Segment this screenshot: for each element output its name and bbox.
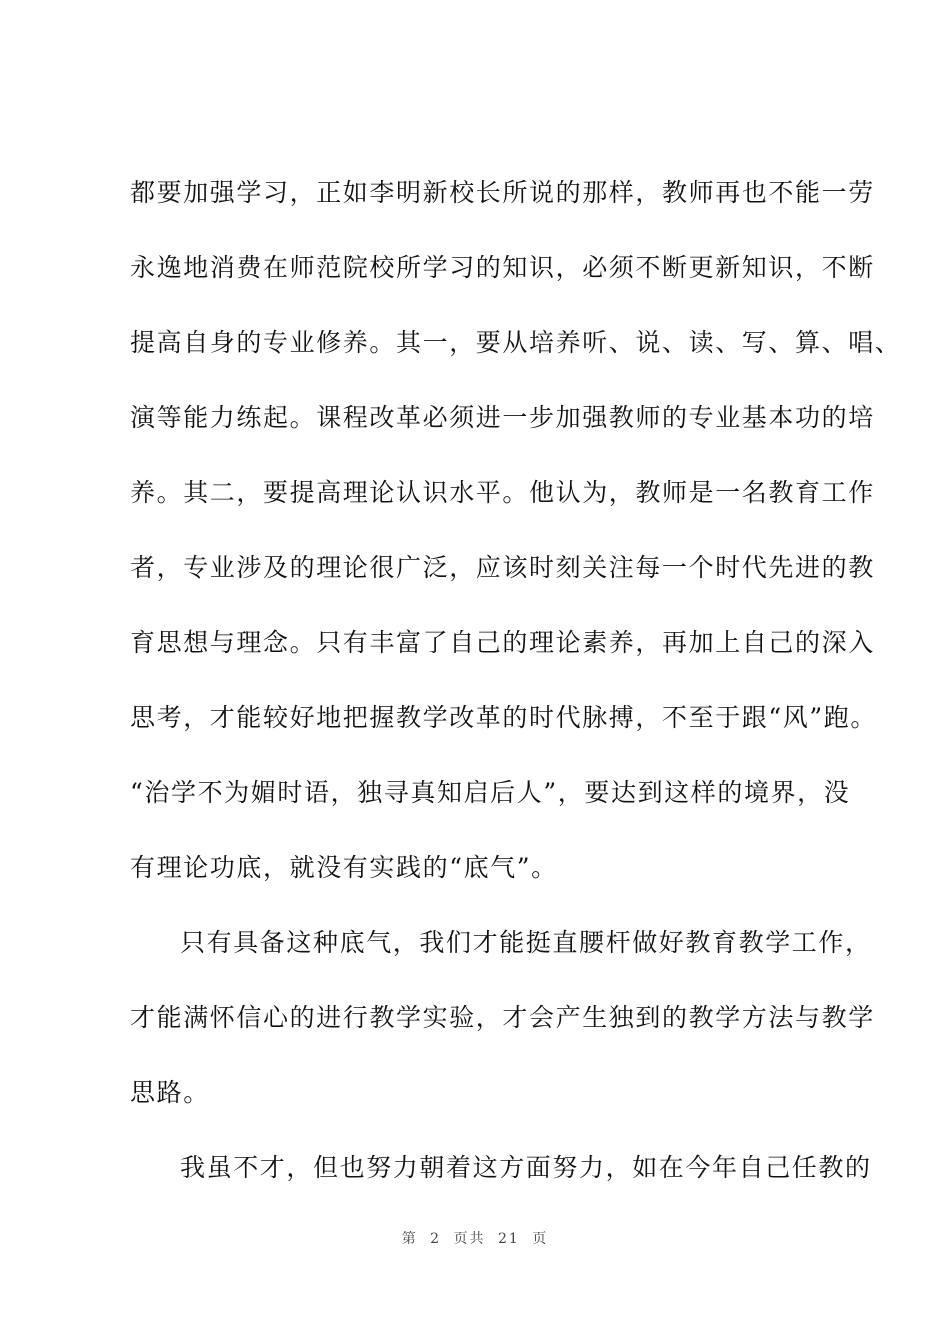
body-text-line: 都要加强学习，正如李明新校长所说的那样，教师再也不能一劳 — [130, 178, 875, 207]
footer-suffix: 页 — [532, 1231, 549, 1247]
body-text-line: 养。其二，要提高理论认识水平。他认为，教师是一名教育工作 — [130, 478, 875, 507]
footer-middle: 页共 — [453, 1231, 486, 1247]
body-text-line: 有理论功底，就没有实践的“底气”。 — [130, 853, 558, 882]
footer-prefix: 第 — [401, 1231, 418, 1247]
footer-page-number: 2 — [430, 1231, 442, 1247]
body-text-line: 思考，才能较好地把握教学改革的时代脉搏，不至于跟“风”跑。 — [130, 703, 877, 732]
body-text-line: 才能满怀信心的进行教学实验，才会产生独到的教学方法与教学 — [130, 1003, 875, 1032]
paragraph-first-line: 我虽不才，但也努力朝着这方面努力，如在今年自己任教的 — [180, 1153, 872, 1182]
footer-total-pages: 21 — [498, 1231, 520, 1247]
paragraph-first-line: 只有具备这种底气，我们才能挺直腰杆做好教育教学工作， — [180, 928, 872, 957]
body-text-line: 思路。 — [130, 1078, 210, 1107]
body-text-line: “治学不为媚时语，独寻真知启后人”，要达到这样的境界，没 — [130, 778, 851, 807]
body-text-line: 提高自身的专业修养。其一，要从培养听、说、读、写、算、唱、 — [130, 328, 902, 357]
body-text-line: 育思想与理念。只有丰富了自己的理论素养，再加上自己的深入 — [130, 628, 875, 657]
page-footer — [0, 1229, 950, 1249]
body-text-line: 者，专业涉及的理论很广泛，应该时刻关注每一个时代先进的教 — [130, 553, 875, 582]
body-text-line: 永逸地消费在师范院校所学习的知识，必须不断更新知识，不断 — [130, 253, 875, 282]
body-text-line: 演等能力练起。课程改革必须进一步加强教师的专业基本功的培 — [130, 403, 875, 432]
